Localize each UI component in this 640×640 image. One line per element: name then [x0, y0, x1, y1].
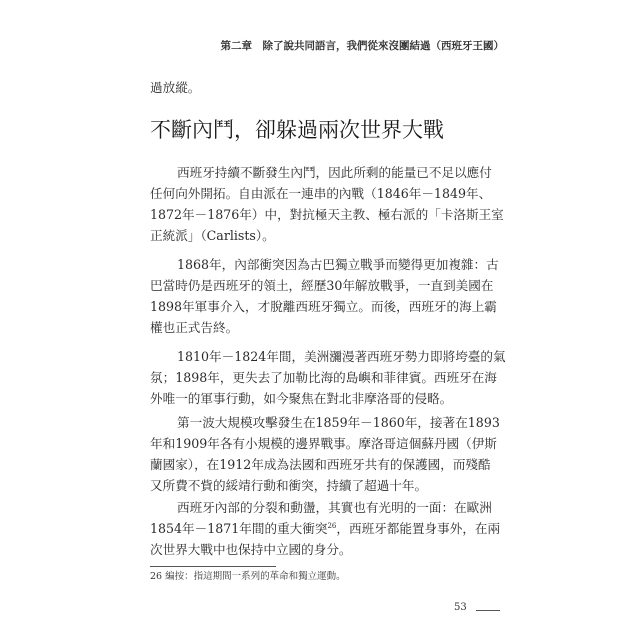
section-title: 不斷內鬥，卻躲過兩次世界大戰 — [150, 118, 444, 142]
paragraph-line: 又所費不貲的綏靖行動和衝突，持續了超過十年。 — [150, 478, 428, 493]
paragraph-line: 權也正式告終。 — [150, 320, 239, 335]
paragraph-line: 1810年－1824年間，美洲瀰漫著西班牙勢力即將垮臺的氣 — [177, 349, 506, 364]
paragraph-text: ，西班牙都能置身事外，在兩 — [336, 521, 501, 536]
paragraph-line: 年和1909年各有小規模的邊界戰事。摩洛哥這個蘇丹國（伊斯 — [150, 436, 497, 451]
continued-line: 過放縱。 — [150, 80, 201, 95]
paragraph-line: 任何向外開拓。自由派在一連串的內戰（1846年－1849年、 — [150, 186, 492, 201]
paragraph-line: 西班牙持續不斷發生內鬥，因此所剩的能量已不足以應付 — [177, 165, 492, 180]
paragraph-line — [150, 521, 500, 539]
paragraph-line: 氛；1898年，更失去了加勒比海的島嶼和菲律賓。西班牙在海 — [150, 370, 497, 385]
paragraph-line: 1868年，內部衝突因為古巴獨立戰爭而變得更加複雜：古 — [177, 257, 499, 272]
running-head: 第二章 除了說共同語言，我們從來沒團結過（西班牙王國） — [220, 40, 504, 52]
page-number: 53 — [454, 602, 467, 613]
paragraph-line: 外唯一的軍事行動，如今聚焦在對北非摩洛哥的侵略。 — [150, 391, 453, 406]
page-number-rule — [476, 610, 500, 611]
paragraph-line: 1898年軍事介入，才脫離西班牙獨立。而後，西班牙的海上霸 — [150, 299, 497, 314]
paragraph-line: 蘭國家），在1912年成為法國和西班牙共有的保護國，而殘酷 — [150, 457, 491, 472]
footnote-divider — [150, 566, 276, 567]
paragraph-line: 1872年－1876年）中，對抗極天主教、極右派的「卡洛斯王室 — [150, 207, 504, 222]
page-body — [150, 0, 506, 640]
paragraph-line: 次世界大戰中也保持中立國的身分。 — [150, 542, 352, 557]
paragraph-line: 正統派」（Carlists）。 — [150, 228, 275, 243]
paragraph-line: 西班牙內部的分裂和動盪，其實也有光明的一面：在歐洲 — [177, 500, 492, 515]
footnote: 26 編按：指這期間一系列的革命和獨立運動。 — [150, 571, 346, 582]
footnote-reference[interactable]: 26 — [327, 522, 337, 530]
paragraph-line: 巴當時仍是西班牙的領土，經歷30年解放戰爭，一直到美國在 — [150, 278, 494, 293]
paragraph-text: 1854年－1871年間的重大衝突 — [150, 521, 328, 536]
paragraph-line: 第一波大規模攻擊發生在1859年－1860年，接著在1893 — [177, 415, 500, 430]
